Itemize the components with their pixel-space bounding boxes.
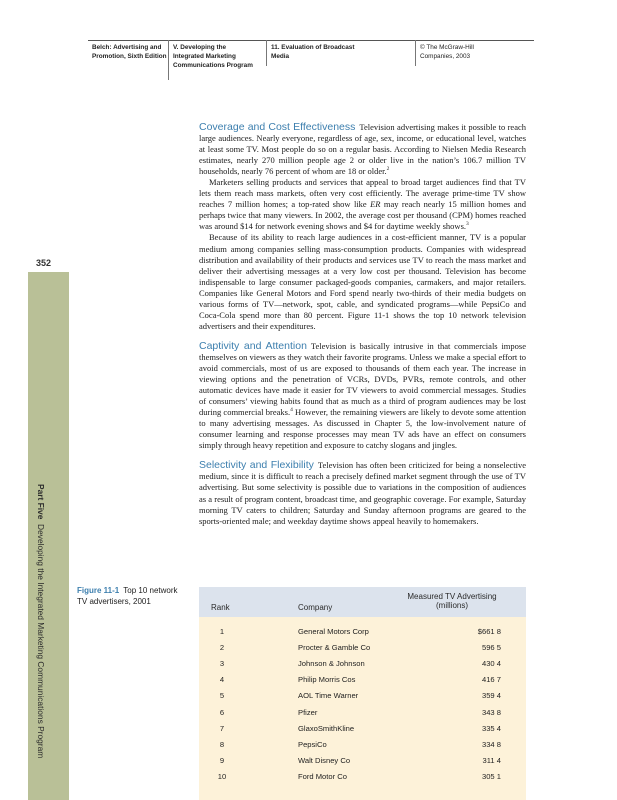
rank-cell: 3 [219,659,225,669]
paragraph-text: Television is basically intrusive in that commercials impose themselves on viewers as they watch their favorite programs. Unless we make a special effort to avoid commercials, most of us are exposed to thousands of them each year. The increase in viewing options and the penetration of VCRs, DVDs, PVRs, remote controls, and other automatic devices have made it easier for TV viewers to avoid commercial messages. Studies of consumers’ viewing habits found that as much as a third of program audiences may be lost during commercial breaks. [199,340,527,418]
header-rank: Rank [211,603,230,612]
section-selectivity [199,460,526,526]
company-cell: Pfizer [298,707,318,717]
rank-cell: 2 [219,643,225,653]
rank-cell: 7 [219,723,225,733]
amount-cell: 305 1 [481,771,501,781]
page-number-box [28,252,69,272]
amount-cell: 359 4 [481,691,501,701]
table-row [199,691,526,707]
header-book-title [92,43,167,61]
paragraph [199,232,526,331]
header-rule [88,40,534,41]
table-row [199,756,526,772]
sidebar-band [28,252,69,800]
header-line: Communications Program [173,62,253,69]
header-divider [168,40,169,80]
header-copyright [420,43,474,61]
spine-title: Developing the Integrated Marketing Communications Program [36,524,46,759]
header-line: © The McGraw-Hill [420,44,474,51]
section-heading: Captivity and Attention [199,339,307,352]
header-chapter-title [271,43,354,61]
table-row [199,627,526,643]
section-heading: Selectivity and Flexibility [199,459,314,472]
rank-cell: 9 [219,755,225,765]
company-cell: Johnson & Johnson [298,659,365,669]
company-cell: General Motors Corp [298,627,369,636]
body-text [199,122,526,536]
company-cell: PepsiCo [298,739,327,749]
company-cell: Philip Morris Cos [298,675,356,685]
table-row [199,675,526,691]
paragraph [199,122,526,177]
paragraph-text: However, the remaining viewers are likely to devote some attention to many advertising messages. As discussed in Chapter 5, the low-involvement nature of consumer learning and response processes may mean TV ads have an effect on consumers simply through heavy repetition and exposure to catchy slogans and jingles. [199,407,526,451]
section-coverage [199,122,526,332]
rank-cell: 1 [219,627,225,636]
company-cell: Ford Motor Co [298,771,347,781]
header-amount-line: Measured TV Advertising [407,592,497,601]
header-company: Company [298,603,333,612]
header-divider [266,40,267,66]
spine-text [36,484,46,758]
paragraph-text: Television advertising makes it possible to reach large audiences. Nearly everyone, regardless of age, sex, income, or educational level, watches at least some TV. Most people do so on a regular basis. According to Nielsen Media Research estimates, nearly 270 million people age 2 or older live in the nation’s 106.7 million TV households, nearly 76 percent of whom are 18 or older. [199,122,526,177]
figure-label: Figure 11-1 [77,586,120,595]
amount-cell: 416 7 [481,675,501,685]
section-captivity [199,341,526,451]
spine-part: Part Five [36,484,46,520]
paragraph [199,341,526,451]
company-cell: Procter & Gamble Co [298,643,371,653]
section-heading: Coverage and Cost Effectiveness [199,121,356,133]
header-line: Promotion, Sixth Edition [92,53,167,60]
rank-cell: 4 [219,675,225,685]
paragraph-text: Because of its ability to reach large audiences in a cost-efficient manner, TV is a popular medium among companies selling mass-consumption products. Companies with widespread distribution and availability of their products and services use TV to reach the mass market and deliver their advertising messages at a very low cost per thousand. Television has become indispensable to large consumer packaged-goods companies, carmakers, and major retailers. Companies like General Motors and Ford spend nearly two-thirds of their media budgets on various forms of TV—network, spot, cable, and syndicated programs—while PepsiCo and Coca-Cola spend more than 80 percent. Figure 11-1 shows the top 10 network television advertisers and their expenditures. [199,232,526,331]
amount-cell: 334 8 [481,739,501,749]
advertisers-table [199,587,526,800]
amount-cell: 335 4 [481,723,501,733]
amount-cell: 311 4 [482,755,501,765]
header-amount [387,592,517,610]
amount-cell: 343 8 [481,707,501,717]
paragraph-text: Marketers selling products and services that appeal to broad target audiences find that TV lets them reach mass markets, often very cost efficiently. The average prime-time TV show reaches 7 million homes; a top-rated show like [199,177,526,210]
footnote-ref: 3 [466,221,469,228]
header-line: Media [271,53,290,60]
table-row [199,740,526,756]
header-line: Belch: Advertising and [92,44,162,51]
rank-cell: 6 [219,707,225,717]
figure-caption [77,586,189,607]
header-line: 11. Evaluation of Broadcast [271,44,355,51]
table-row [199,772,526,788]
header-line: Integrated Marketing [173,53,236,60]
company-cell: AOL Time Warner [298,691,359,701]
rank-cell: 8 [219,739,225,749]
header-line: Companies, 2003 [420,53,471,60]
paragraph [199,460,526,526]
table-row [199,708,526,724]
header-amount-line: (millions) [436,601,468,610]
table-header [199,587,526,617]
footnote-ref: 4 [290,407,293,414]
paragraph-text: Television has often been criticized for being a nonselective medium, since it is difficult to reach a precisely defined market segment through the use of TV advertising. But some selectivity is possible due to variations in the composition of audiences as a result of program content, broadcast time, and geographic coverage. For example, Saturday morning TV caters to children; Saturday and Sunday afternoon programs are geared to the sports-oriented male; and weekday daytime shows appeal heavily to homemakers. [199,460,526,526]
rank-cell: 10 [217,771,227,781]
footnote-ref: 2 [386,166,390,173]
paragraph-text: may reach nearly 15 million homes and perhaps twice that many viewers. In 2002, the average cost per thousand (CPM) homes reached was around $14 for network evening shows and $4 [199,199,526,232]
show-title: ER [370,199,381,210]
amount-cell: 430 4 [481,659,501,669]
rank-cell: 5 [219,691,225,701]
table-row [199,724,526,740]
header-part-title [173,43,253,70]
company-cell: GlaxoSmithKline [298,723,355,733]
table-row [199,643,526,659]
company-cell: Walt Disney Co [298,755,351,765]
table-row [199,659,526,675]
header-line: V. Developing the [173,44,227,51]
amount-cell: 596 5 [481,643,501,653]
amount-cell: $661 8 [477,627,501,636]
page-number: 352 [36,258,52,268]
header-divider [415,40,416,66]
figure-caption-text: Top 10 network TV advertisers, 2001 [77,586,178,606]
paragraph-text: for daytime weekly shows. [374,221,466,232]
paragraph [199,177,526,232]
